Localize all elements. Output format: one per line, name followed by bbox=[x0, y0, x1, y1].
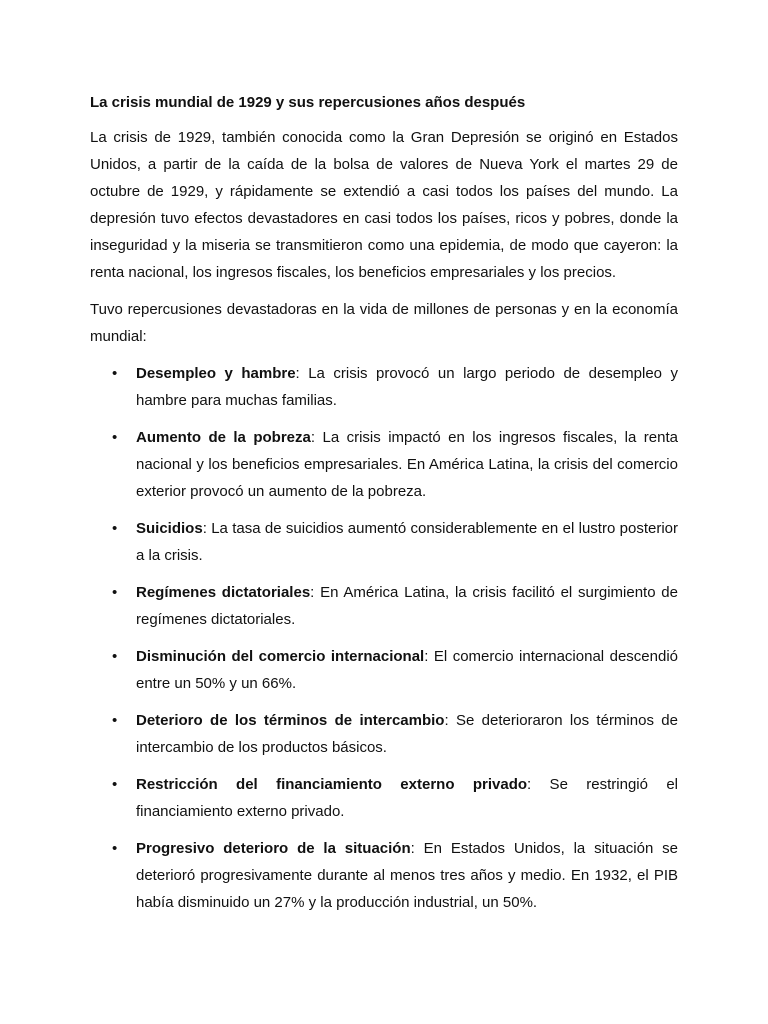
item-term: Progresivo deterioro de la situación bbox=[136, 840, 411, 857]
item-term: Desempleo y hambre bbox=[136, 365, 296, 382]
bullet-icon: • bbox=[112, 840, 118, 857]
item-text: : La crisis impactó en los ingresos fiscales, la renta nacional y los beneficios empresariales. En América Latina, la crisis del comercio exterior provocó un aumento de la pobreza. bbox=[136, 429, 678, 500]
item-term: Suicidios bbox=[136, 520, 203, 537]
list-item bbox=[90, 643, 678, 697]
item-term: Disminución del comercio internacional bbox=[136, 648, 425, 665]
item-text: : Se deterioraron los términos de intercambio de los productos básicos. bbox=[136, 712, 678, 756]
repercussions-list bbox=[90, 360, 678, 916]
item-text: : En América Latina, la crisis facilitó el surgimiento de regímenes dictatoriales. bbox=[136, 584, 678, 628]
item-term: Restricción del financiamiento externo privado bbox=[136, 776, 528, 793]
list-item bbox=[90, 360, 678, 414]
document-page bbox=[90, 92, 678, 926]
intro-paragraph: La crisis de 1929, también conocida como la Gran Depresión se originó en Estados Unidos, a partir de la caída de la bolsa de valores de Nueva York el martes 29 de octubre de 1929, y rápidamente se extendió a casi todos los países del mundo. La depresión tuvo efectos devastadores en casi todos los países, ricos y pobres, donde la inseguridad y la miseria se transmitieron como una epidemia, de modo que cayeron: la renta nacional, los ingresos fiscales, los beneficios empresariales y los precios. bbox=[90, 129, 678, 281]
bullet-icon: • bbox=[112, 429, 118, 446]
bullet-icon: • bbox=[112, 520, 118, 537]
item-term: Regímenes dictatoriales bbox=[136, 584, 311, 601]
item-text: : En Estados Unidos, la situación se deterioró progresivamente durante al menos tres años y medio. En 1932, el PIB había disminuido un 27% y la producción industrial, un 50%. bbox=[136, 840, 678, 911]
bullet-icon: • bbox=[112, 584, 118, 601]
item-text: : El comercio internacional descendió entre un 50% y un 66%. bbox=[136, 648, 678, 692]
item-text: : La tasa de suicidios aumentó considerablemente en el lustro posterior a la crisis. bbox=[136, 520, 678, 564]
item-term: Deterioro de los términos de intercambio bbox=[136, 712, 445, 729]
list-item bbox=[90, 424, 678, 505]
list-item bbox=[90, 515, 678, 569]
lead-in-paragraph: Tuvo repercusiones devastadoras en la vida de millones de personas y en la economía mundial: bbox=[90, 301, 678, 345]
bullet-icon: • bbox=[112, 712, 118, 729]
bullet-icon: • bbox=[112, 776, 118, 793]
item-text: : La crisis provocó un largo periodo de desempleo y hambre para muchas familias. bbox=[136, 365, 678, 409]
bullet-icon: • bbox=[112, 648, 118, 665]
list-item bbox=[90, 579, 678, 633]
document-title: La crisis mundial de 1929 y sus repercusiones años después bbox=[90, 94, 526, 111]
list-item bbox=[90, 835, 678, 916]
item-term: Aumento de la pobreza bbox=[136, 429, 311, 446]
bullet-icon: • bbox=[112, 365, 118, 382]
list-item bbox=[90, 771, 678, 825]
item-text: : Se restringió el financiamiento externo privado. bbox=[136, 776, 678, 820]
list-item bbox=[90, 707, 678, 761]
